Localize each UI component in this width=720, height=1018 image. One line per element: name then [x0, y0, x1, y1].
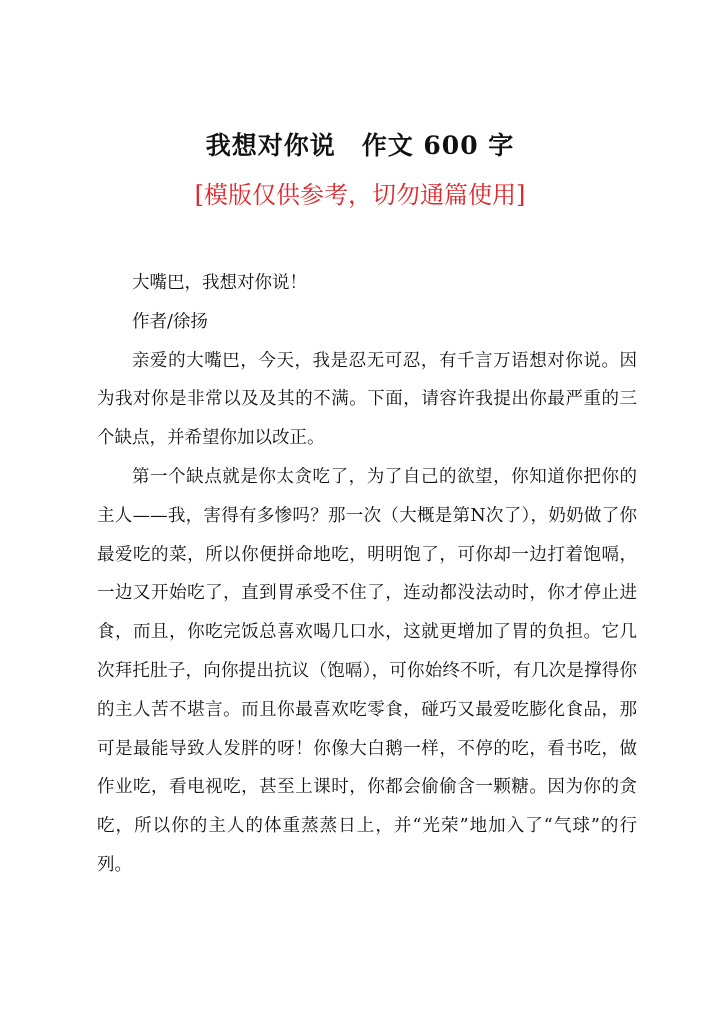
author-line: 作者/徐扬: [132, 311, 208, 332]
essay-paragraph: 第一个缺点就是你太贪吃了，为了自己的欲望，你知道你把你的主人——我，害得有多惨吗？那一次（大概是第N次了），奶奶做了你最爱吃的菜，所以你便拼命地吃，明明饱了，可你却一边打着饱嗝，一边又开始吃了，直到胃承受不住了，连动都没法动时，你才停止进食，而且，你吃完饭总喜欢喝几口水，这就更增加了胃的负担。它几次拜托肚子，向你提出抗议（饱嗝），可你始终不听，有几次是撑得你的主人苦不堪言。而且你最喜欢吃零食，碰巧又最爱吃膨化食品，那可是最能导致人发胖的呀！你像大白鹅一样，不停的吃，看书吃，做作业吃，看电视吃，甚至上课时，你都会偷偷含一颗糖。因为你的贪吃，所以你的主人的体重蒸蒸日上，并“光荣”地加入了“气球”的行列。: [97, 466, 637, 875]
template-notice: [模版仅供参考，切勿通篇使用]: [194, 181, 526, 209]
essay-paragraph: 亲爱的大嘴巴，今天，我是忍无可忍，有千言万语想对你说。因为我对你是非常以及及其的不满。下面，请容许我提出你最严重的三个缺点，并希望你加以改正。: [97, 350, 637, 449]
document-title: 我想对你说 作文 600 字: [205, 131, 515, 160]
essay-heading-line: 大嘴巴，我想对你说！: [132, 273, 307, 293]
essay-body: [97, 264, 637, 885]
